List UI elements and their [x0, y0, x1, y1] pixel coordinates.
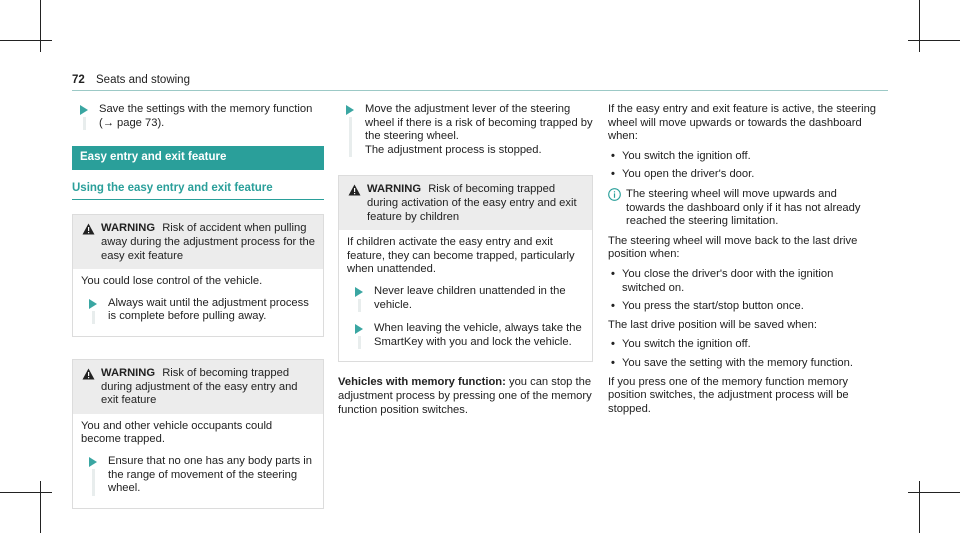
warning-label: WARNING	[101, 222, 156, 235]
crop-mark	[908, 492, 960, 493]
arrow-right-icon	[346, 105, 354, 115]
list-item: • You close the driver's door with the ignition switched on.	[611, 267, 834, 294]
list-item: • You switch the ignition off.	[611, 149, 751, 162]
instruction-step: When leaving the vehicle, always take the SmartKey with you and lock the vehicle.	[347, 322, 584, 349]
step-result: The adjustment process is stopped.	[365, 143, 542, 156]
instruction-step: Never leave children unattended in the vehicle.	[347, 285, 584, 312]
crop-mark	[0, 40, 52, 41]
bullet-icon: •	[611, 356, 615, 369]
info-icon	[608, 188, 621, 206]
crop-mark	[0, 492, 52, 493]
warning-box	[338, 175, 593, 362]
warning-triangle-icon	[348, 184, 361, 201]
bullet-icon: •	[611, 338, 615, 351]
instruction-step: Save the settings with the memory function (→ page 73).	[72, 103, 324, 130]
crop-mark	[40, 0, 41, 52]
warning-header	[73, 215, 323, 269]
column-1	[72, 103, 324, 509]
crop-mark	[919, 481, 920, 533]
arrow-right-icon	[355, 324, 363, 334]
sub-heading: Using the easy entry and exit feature	[72, 182, 324, 201]
section-title: Seats and stowing	[96, 74, 190, 86]
header-divider	[72, 90, 888, 91]
warning-label: WARNING	[367, 183, 422, 196]
instruction-step: Move the adjustment lever of the steering wheel if there is a risk of becoming trapped by the steering wheel. The adjustment process is stopped.	[338, 103, 593, 157]
page-number: 72	[72, 74, 85, 86]
note: The steering wheel will move upwards and towards the dashboard only if it has not already reached the steering limitation.	[608, 188, 878, 229]
paragraph: The last drive position will be saved when:	[608, 318, 817, 331]
warning-box	[72, 359, 324, 509]
warning-header	[339, 176, 592, 230]
warning-triangle-icon	[82, 368, 95, 385]
page-header	[72, 74, 190, 86]
crop-mark	[40, 481, 41, 533]
list-item: • You open the driver's door.	[611, 168, 755, 181]
warning-text: You could lose control of the vehicle.	[81, 275, 263, 288]
instruction-step: Ensure that no one has any body parts in the range of movement of the steering wheel.	[81, 455, 315, 496]
warning-box	[72, 214, 324, 337]
warning-text: If children activate the easy entry and exit feature, they can become trapped, particularly when unattended.	[347, 236, 575, 276]
warning-text: You and other vehicle occupants could become trapped.	[81, 419, 273, 446]
bullet-icon: •	[611, 149, 615, 162]
list-item: • You press the start/stop button once.	[611, 300, 804, 313]
arrow-right-icon	[89, 299, 97, 309]
list-item: • You save the setting with the memory function.	[611, 356, 853, 369]
memory-label: Vehicles with memory function:	[338, 376, 506, 389]
paragraph: If the easy entry and exit feature is active, the steering wheel will move upwards or towards the dashboard when:	[608, 103, 877, 143]
section-heading: Easy entry and exit feature	[72, 146, 324, 170]
crop-mark	[919, 0, 920, 52]
arrow-right-icon	[80, 105, 88, 115]
warning-label: WARNING	[101, 366, 156, 379]
arrow-right-icon	[89, 457, 97, 467]
column-2	[338, 103, 593, 423]
paragraph: The steering wheel will move back to the last drive position when:	[608, 234, 858, 261]
bullet-icon: •	[611, 300, 615, 313]
warning-title: Risk of accident when pulling away during the adjustment process for the easy exit feature	[101, 222, 315, 262]
arrow-right-icon	[355, 287, 363, 297]
crop-mark	[908, 40, 960, 41]
warning-title: Risk of becoming trapped during activation of the easy entry and exit feature by children	[367, 183, 577, 223]
bullet-icon: •	[611, 267, 615, 280]
memory-paragraph: Vehicles with memory function: you can stop the adjustment process by pressing one of the memory function position switches.	[338, 376, 592, 416]
warning-header	[73, 360, 323, 414]
instruction-step: Always wait until the adjustment process is complete before pulling away.	[81, 297, 315, 324]
column-3	[608, 103, 878, 422]
warning-title: Risk of becoming trapped during adjustment of the easy entry and exit feature	[101, 366, 298, 407]
paragraph: If you press one of the memory function memory position switches, the adjustment process will be stopped.	[608, 375, 849, 415]
warning-triangle-icon	[82, 223, 95, 240]
list-item: • You switch the ignition off.	[611, 338, 751, 351]
bullet-icon: •	[611, 168, 615, 181]
